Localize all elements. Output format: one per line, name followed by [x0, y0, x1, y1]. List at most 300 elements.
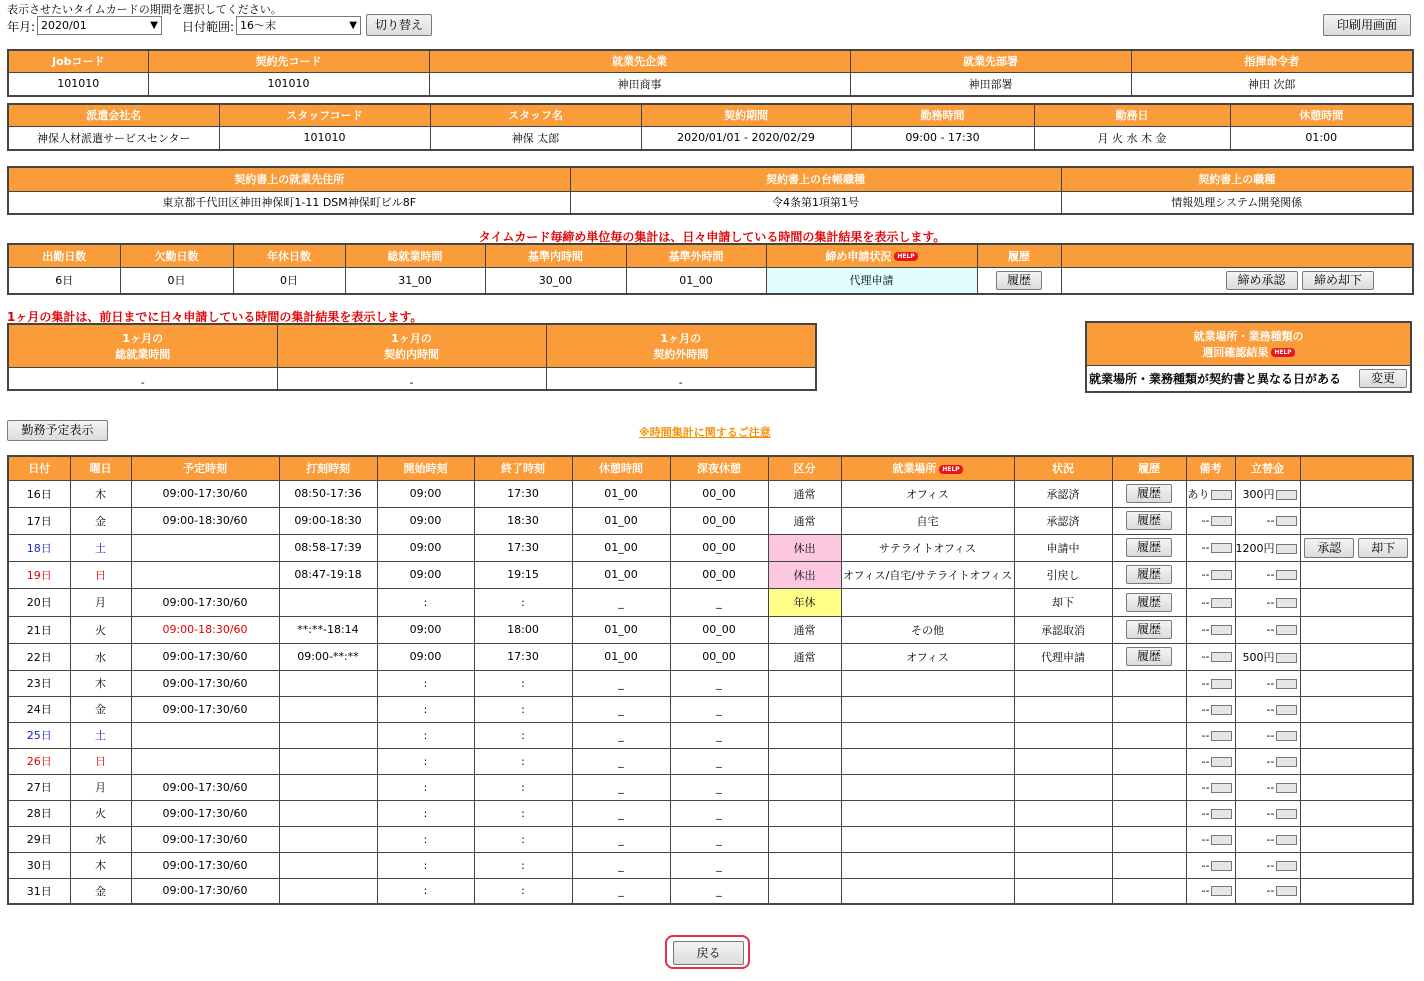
advance-value: 300円 [1242, 487, 1275, 501]
note-cell [1186, 561, 1235, 588]
stamp-time-cell [279, 774, 377, 800]
history-cell [1112, 878, 1186, 904]
category-cell [768, 852, 841, 878]
note-cell [1186, 696, 1235, 722]
note-cell [1186, 534, 1235, 561]
header-department: 就業先部署 [850, 50, 1131, 72]
status-cell [1014, 774, 1112, 800]
workplace-cell: サテライトオフィス [841, 534, 1014, 561]
row-actions-cell [1300, 534, 1413, 561]
date-cell: 24日 [8, 696, 70, 722]
monthly-in-line1: 1ヶ月の [391, 331, 432, 345]
help-icon[interactable]: HELP [1271, 348, 1294, 357]
change-button[interactable]: 変更 [1359, 369, 1407, 388]
night-rest-cell: 00_00 [670, 643, 768, 670]
advance-value: -- [1266, 702, 1275, 716]
advance-value: -- [1266, 754, 1275, 768]
advance-input[interactable] [1276, 783, 1297, 793]
category-cell: 休出 [768, 534, 841, 561]
nonstandard-hours-value: 01_00 [626, 267, 766, 294]
staff-code-value: 101010 [219, 126, 430, 150]
row-actions-cell [1300, 826, 1413, 852]
summary-history-cell [977, 267, 1061, 294]
planned-time-cell: 09:00-17:30/60 [131, 878, 279, 904]
status-cell [1014, 670, 1112, 696]
header-total-hours: 総就業時間 [345, 244, 485, 267]
rest-time-cell: _ [572, 588, 670, 616]
dow-cell: 金 [70, 878, 131, 904]
header-absence-days: 欠勤日数 [120, 244, 233, 267]
note-cell [1186, 480, 1235, 507]
note-value: -- [1201, 541, 1210, 554]
advance-cell [1235, 774, 1300, 800]
back-button[interactable]: 戻る [673, 941, 744, 965]
monthly-out-line2: 契約外時間 [653, 347, 709, 361]
night-rest-cell: 00_00 [670, 616, 768, 643]
contract-job-value: 情報処理システム開発関係 [1061, 191, 1413, 214]
history-cell [1112, 800, 1186, 826]
row-actions-cell [1300, 878, 1413, 904]
note-input[interactable] [1211, 516, 1232, 526]
advance-value: -- [1266, 595, 1275, 609]
workplace-cell [841, 588, 1014, 616]
night-rest-cell: 00_00 [670, 561, 768, 588]
category-cell: 年休 [768, 588, 841, 616]
end-time-cell: 19:15 [474, 561, 572, 588]
table-row [8, 561, 1413, 588]
date-cell: 28日 [8, 800, 70, 826]
row-history-button[interactable]: 履歴 [1126, 620, 1172, 639]
night-rest-cell: _ [670, 696, 768, 722]
workplace-cell: オフィス [841, 480, 1014, 507]
monthly-summary-table [7, 323, 817, 391]
staff-info-table [7, 103, 1414, 151]
header-actions-blank [1300, 456, 1413, 480]
advance-cell [1235, 748, 1300, 774]
planned-time-cell: 09:00-17:30/60 [131, 826, 279, 852]
dow-cell: 火 [70, 616, 131, 643]
end-time-cell: : [474, 852, 572, 878]
row-actions-cell [1300, 670, 1413, 696]
night-rest-cell: _ [670, 670, 768, 696]
header-monthly-total [8, 324, 277, 367]
status-cell [1014, 748, 1112, 774]
month-label: 年月: [7, 20, 36, 34]
note-cell [1186, 878, 1235, 904]
header-dow [70, 456, 131, 480]
stamp-time-cell: 09:00-18:30 [279, 507, 377, 534]
table-row [8, 534, 1413, 561]
advance-input[interactable] [1276, 886, 1297, 896]
weekly-check-line1: 就業場所・業務種類の [1193, 329, 1304, 343]
advance-value: -- [1266, 568, 1275, 581]
date-cell: 30日 [8, 852, 70, 878]
switch-button[interactable]: 切り替え [366, 14, 432, 36]
note-value: -- [1201, 650, 1210, 663]
header-annual-leave-days: 年休日数 [233, 244, 345, 267]
workplace-cell [841, 774, 1014, 800]
advance-input[interactable] [1276, 490, 1297, 500]
start-time-cell: 09:00 [377, 507, 474, 534]
start-time-cell: 09:00 [377, 616, 474, 643]
closing-approve-button[interactable]: 締め承認 [1226, 271, 1298, 290]
status-cell: 代理申請 [1014, 643, 1112, 670]
closing-reject-button[interactable]: 締め却下 [1302, 271, 1374, 290]
history-cell [1112, 774, 1186, 800]
note-input[interactable] [1211, 886, 1232, 896]
contract-period-value: 2020/01/01 - 2020/02/29 [641, 126, 851, 150]
advance-input[interactable] [1276, 516, 1297, 526]
end-time-cell: : [474, 670, 572, 696]
monthly-contract-out-value: - [546, 367, 816, 390]
header-planned [131, 456, 279, 480]
status-cell [1014, 800, 1112, 826]
workplace-cell [841, 852, 1014, 878]
night-rest-cell: _ [670, 826, 768, 852]
note-input[interactable] [1211, 490, 1232, 500]
history-cell [1112, 507, 1186, 534]
note-input[interactable] [1211, 783, 1232, 793]
night-rest-cell: _ [670, 774, 768, 800]
table-row [8, 480, 1413, 507]
night-rest-cell: 00_00 [670, 480, 768, 507]
help-icon[interactable]: HELP [894, 252, 917, 261]
row-actions-cell [1300, 616, 1413, 643]
night-rest-cell: _ [670, 852, 768, 878]
category-cell: 通常 [768, 643, 841, 670]
header-supervisor: 指揮命令者 [1131, 50, 1413, 72]
dow-cell: 木 [70, 480, 131, 507]
status-cell: 申請中 [1014, 534, 1112, 561]
header-workplace [841, 456, 1014, 480]
header-contract-job: 契約書上の職種 [1061, 167, 1413, 191]
note-cell [1186, 507, 1235, 534]
night-rest-cell: _ [670, 588, 768, 616]
ledger-job-value: 令4条第1項第1号 [570, 191, 1061, 214]
header-end-label: 終了時刻 [501, 462, 545, 476]
start-time-cell: : [377, 722, 474, 748]
advance-input[interactable] [1276, 653, 1297, 663]
night-rest-cell: _ [670, 800, 768, 826]
row-approve-button[interactable]: 承認 [1304, 538, 1354, 558]
category-cell [768, 696, 841, 722]
stamp-time-cell [279, 800, 377, 826]
date-cell: 27日 [8, 774, 70, 800]
rest-time-cell: _ [572, 800, 670, 826]
stamp-time-cell [279, 696, 377, 722]
status-cell: 承認取消 [1014, 616, 1112, 643]
workplace-cell: オフィス/自宅/サテライトオフィス [841, 561, 1014, 588]
category-cell: 通常 [768, 480, 841, 507]
advance-value: -- [1266, 806, 1275, 820]
header-history: 履歴 [977, 244, 1061, 267]
note-input[interactable] [1211, 705, 1232, 715]
note-input[interactable] [1211, 570, 1232, 580]
note-cell [1186, 588, 1235, 616]
header-work-days: 勤務日 [1034, 104, 1230, 126]
status-cell: 承認済 [1014, 480, 1112, 507]
stamp-time-cell [279, 852, 377, 878]
weekly-check-message: 就業場所・業務種類が契約書と異なる日がある [1089, 371, 1342, 386]
advance-cell [1235, 878, 1300, 904]
workplace-cell [841, 722, 1014, 748]
history-cell [1112, 480, 1186, 507]
attendance-days-value: 6日 [8, 267, 120, 294]
weekly-check-cell [1086, 365, 1411, 392]
stamp-time-cell [279, 826, 377, 852]
end-time-cell: : [474, 774, 572, 800]
advance-value: -- [1266, 676, 1275, 690]
row-actions-cell [1300, 561, 1413, 588]
status-cell [1014, 696, 1112, 722]
stamp-time-cell [279, 670, 377, 696]
note-input[interactable] [1211, 679, 1232, 689]
note-cell [1186, 643, 1235, 670]
rest-time-cell: _ [572, 826, 670, 852]
dow-cell: 金 [70, 696, 131, 722]
work-days-value: 月 火 水 木 金 [1034, 126, 1230, 150]
advance-input[interactable] [1276, 679, 1297, 689]
advance-input[interactable] [1276, 544, 1297, 554]
status-cell [1014, 878, 1112, 904]
start-time-cell: 09:00 [377, 534, 474, 561]
start-time-cell: : [377, 670, 474, 696]
header-weekly-check [1086, 322, 1411, 365]
header-note [1186, 456, 1235, 480]
planned-time-cell: 09:00-17:30/60 [131, 588, 279, 616]
advance-input[interactable] [1276, 835, 1297, 845]
status-cell: 引戻し [1014, 561, 1112, 588]
start-time-cell: : [377, 696, 474, 722]
advance-input[interactable] [1276, 598, 1297, 608]
table-row [8, 748, 1413, 774]
table-row [8, 826, 1413, 852]
row-actions-cell [1300, 696, 1413, 722]
row-actions-cell [1300, 643, 1413, 670]
night-rest-cell: 00_00 [670, 507, 768, 534]
row-history-button[interactable]: 履歴 [1126, 484, 1172, 503]
month-select-value: 2020/01 [41, 19, 87, 32]
table-row [8, 722, 1413, 748]
end-time-cell: 17:30 [474, 534, 572, 561]
planned-time-cell: 09:00-17:30/60 [131, 800, 279, 826]
note-value: -- [1201, 595, 1210, 609]
advance-cell [1235, 826, 1300, 852]
advance-input[interactable] [1276, 731, 1297, 741]
date-cell: 29日 [8, 826, 70, 852]
night-rest-cell: _ [670, 878, 768, 904]
workplace-cell [841, 826, 1014, 852]
table-row [8, 878, 1413, 904]
month-select[interactable] [37, 16, 162, 35]
start-time-cell: : [377, 588, 474, 616]
header-start-label: 開始時刻 [403, 462, 448, 476]
timecard-table [7, 455, 1414, 905]
note-cell [1186, 800, 1235, 826]
note-input[interactable] [1211, 625, 1232, 635]
header-night-rest-label: 深夜休憩 [697, 462, 741, 476]
workplace-cell: オフィス [841, 643, 1014, 670]
dow-cell: 金 [70, 507, 131, 534]
advance-input[interactable] [1276, 625, 1297, 635]
row-actions-cell [1300, 588, 1413, 616]
header-advance-label: 立替金 [1251, 462, 1284, 476]
advance-cell [1235, 534, 1300, 561]
workplace-cell [841, 878, 1014, 904]
advance-cell [1235, 480, 1300, 507]
help-icon[interactable]: HELP [939, 465, 962, 474]
table-row [8, 616, 1413, 643]
note-value: あり [1187, 487, 1210, 501]
schedule-display-button[interactable]: 勤務予定表示 [7, 420, 108, 441]
advance-value: -- [1266, 514, 1275, 527]
range-select[interactable] [236, 16, 361, 35]
end-time-cell: 17:30 [474, 480, 572, 507]
advance-value: -- [1266, 623, 1275, 636]
weekly-check-table [1085, 321, 1412, 393]
note-value: -- [1201, 832, 1210, 846]
monthly-in-line2: 契約内時間 [384, 347, 439, 361]
planned-time-cell: 09:00-18:30/60 [131, 616, 279, 643]
date-cell: 25日 [8, 722, 70, 748]
dow-cell: 木 [70, 670, 131, 696]
staff-name-value: 神保 太郎 [430, 126, 641, 150]
advance-input[interactable] [1276, 809, 1297, 819]
dow-cell: 日 [70, 561, 131, 588]
note-input[interactable] [1211, 835, 1232, 845]
header-history-label: 履歴 [1138, 462, 1160, 476]
workplace-cell [841, 748, 1014, 774]
row-reject-button[interactable]: 却下 [1358, 538, 1408, 558]
status-cell [1014, 826, 1112, 852]
rest-time-cell: _ [572, 670, 670, 696]
planned-time-cell: 09:00-17:30/60 [131, 643, 279, 670]
planned-time-cell: 09:00-18:30/60 [131, 507, 279, 534]
summary-history-button[interactable]: 履歴 [996, 271, 1042, 290]
supervisor-value: 神田 次郎 [1131, 72, 1413, 96]
advance-input[interactable] [1276, 861, 1297, 871]
advance-value: -- [1266, 728, 1275, 742]
stamp-time-cell: **:**-18:14 [279, 616, 377, 643]
history-cell [1112, 534, 1186, 561]
monthly-out-line1: 1ヶ月の [660, 331, 702, 345]
planned-time-cell: 09:00-17:30/60 [131, 852, 279, 878]
header-contract-code: 契約先コード [148, 50, 429, 72]
advance-input[interactable] [1276, 757, 1297, 767]
note-value: -- [1201, 676, 1210, 690]
category-cell [768, 670, 841, 696]
start-time-cell: : [377, 878, 474, 904]
night-rest-cell: _ [670, 722, 768, 748]
advance-cell [1235, 852, 1300, 878]
annual-leave-days-value: 0日 [233, 267, 345, 294]
start-time-cell: 09:00 [377, 480, 474, 507]
header-nonstandard-hours: 基準外時間 [626, 244, 766, 267]
status-cell: 承認済 [1014, 507, 1112, 534]
note-input[interactable] [1211, 809, 1232, 819]
summary-table [7, 243, 1414, 295]
start-time-cell: 09:00 [377, 561, 474, 588]
note-input[interactable] [1211, 757, 1232, 767]
header-contract-address: 契約書上の就業先住所 [8, 167, 570, 191]
header-status [1014, 456, 1112, 480]
row-actions-cell [1300, 507, 1413, 534]
contract-code-value: 101010 [148, 72, 429, 96]
range-select-value: 16～末 [240, 19, 276, 32]
history-cell [1112, 696, 1186, 722]
history-cell [1112, 748, 1186, 774]
date-cell: 16日 [8, 480, 70, 507]
dow-cell: 土 [70, 534, 131, 561]
row-history-button[interactable]: 履歴 [1126, 538, 1172, 557]
rest-time-cell: _ [572, 748, 670, 774]
stamp-time-cell [279, 878, 377, 904]
note-input[interactable] [1211, 598, 1232, 608]
header-actions-blank [1061, 244, 1413, 267]
row-history-button[interactable]: 履歴 [1126, 511, 1172, 530]
advance-value: -- [1266, 832, 1275, 846]
contract-info-table [7, 166, 1414, 215]
row-actions-cell [1300, 852, 1413, 878]
stamp-time-cell [279, 588, 377, 616]
history-cell [1112, 670, 1186, 696]
dow-cell: 日 [70, 748, 131, 774]
note-input[interactable] [1211, 861, 1232, 871]
company-value: 神田商事 [429, 72, 850, 96]
header-stamp-label: 打刻時刻 [306, 462, 350, 476]
workplace-cell [841, 800, 1014, 826]
row-history-button[interactable]: 履歴 [1126, 593, 1172, 612]
date-cell: 19日 [8, 561, 70, 588]
caution-link[interactable]: ※時間集計に関するご注意 [639, 426, 771, 439]
status-cell [1014, 722, 1112, 748]
history-cell [1112, 722, 1186, 748]
dow-cell: 水 [70, 826, 131, 852]
row-history-button[interactable]: 履歴 [1126, 565, 1172, 584]
note-input[interactable] [1211, 652, 1232, 662]
weekly-check-line2: 週回確認結果 [1202, 345, 1269, 359]
job-code-value: 101010 [8, 72, 148, 96]
header-note-label: 備考 [1199, 462, 1222, 476]
header-staff-name: スタッフ名 [430, 104, 641, 126]
end-time-cell: 17:30 [474, 643, 572, 670]
header-workplace-label: 就業場所 [892, 462, 937, 476]
advance-cell [1235, 643, 1300, 670]
print-button[interactable]: 印刷用画面 [1323, 14, 1411, 36]
advance-cell [1235, 561, 1300, 588]
dow-cell: 土 [70, 722, 131, 748]
advance-input[interactable] [1276, 705, 1297, 715]
date-cell: 26日 [8, 748, 70, 774]
note-value: -- [1201, 780, 1210, 794]
note-input[interactable] [1211, 731, 1232, 741]
planned-time-cell [131, 534, 279, 561]
note-input[interactable] [1211, 543, 1232, 553]
instruction-text: 表示させたいタイムカードの期間を選択してください。 [7, 3, 282, 16]
dow-cell: 月 [70, 588, 131, 616]
header-stamp [279, 456, 377, 480]
advance-input[interactable] [1276, 570, 1297, 580]
category-cell [768, 826, 841, 852]
end-time-cell: : [474, 696, 572, 722]
stamp-time-cell [279, 722, 377, 748]
header-category [768, 456, 841, 480]
row-history-button[interactable]: 履歴 [1126, 647, 1172, 666]
advance-cell [1235, 507, 1300, 534]
table-row [8, 643, 1413, 670]
department-value: 神田部署 [850, 72, 1131, 96]
closing-actions-cell [1061, 267, 1413, 294]
